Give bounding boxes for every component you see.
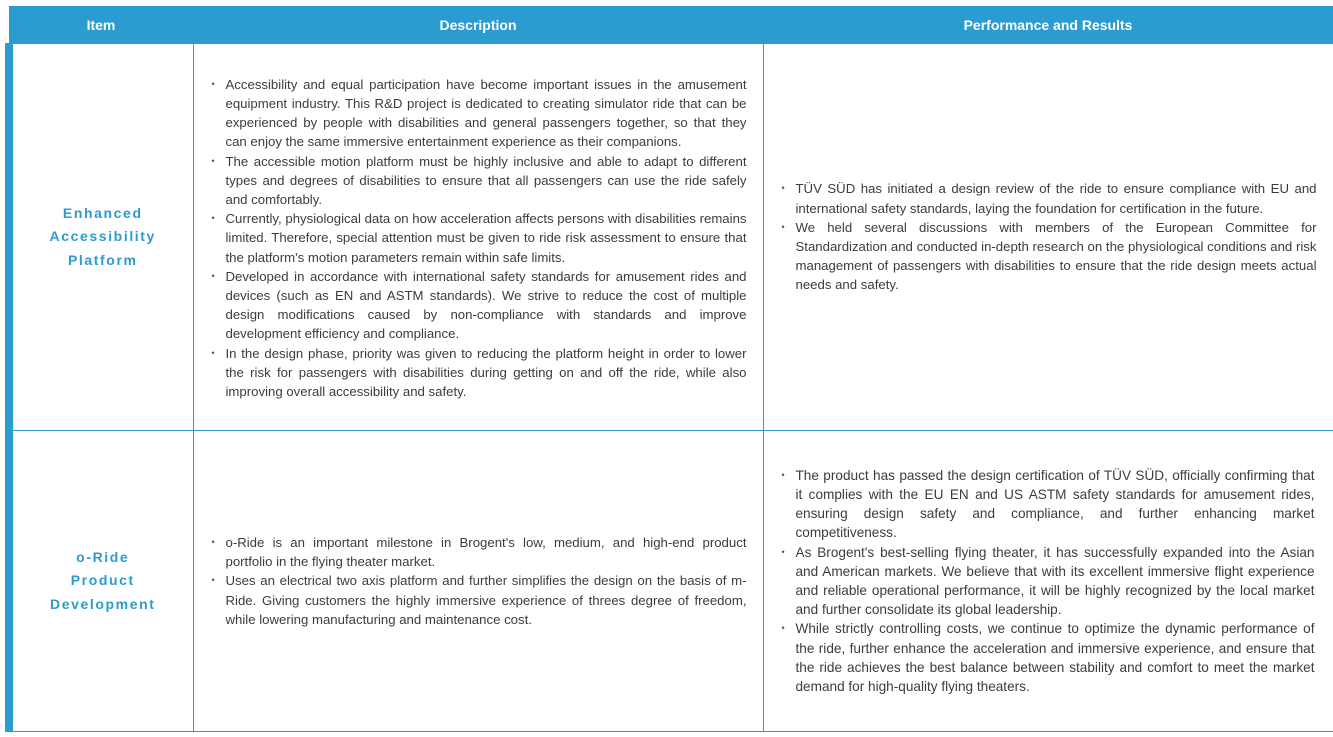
description-bullet: • o-Ride is an important milestone in Brogent's low, medium, and high-end product portfolio in the flying theater market. xyxy=(212,533,747,571)
header-description: Description xyxy=(193,6,763,44)
item-label-line: Platform xyxy=(67,251,138,268)
results-list xyxy=(764,179,1333,294)
item-label-line: Product xyxy=(70,572,135,589)
results-table xyxy=(5,6,1333,732)
description-bullet: • Accessibility and equal participation have become important issues in the amusement equipment industry. This R&D project is dedicated to creating simulator ride that can be experienced by people with disabilities and general passengers together, so that they can enjoy the same immersive entertainment experience as their companions. xyxy=(212,75,747,152)
description-bullet: • In the design phase, priority was given to reducing the platform height in order to lower the risk for passengers with disabilities during getting on and off the ride, while also improving overall accessibility and safety. xyxy=(212,344,747,402)
results-bullet: • The product has passed the design certification of TÜV SÜD, officially confirming that it complies with the EU EN and US ASTM safety standards for amusement rides, ensuring design safety and compliance, and further enhancing market competitiveness. xyxy=(782,466,1315,543)
results-bullet: • As Brogent's best-selling flying theater, it has successfully expanded into the Asian and American markets. We believe that with its excellent immersive flight experience and reliable operational performance, it will be highly recognized by the local market and further consolidate its global leadership. xyxy=(782,543,1315,620)
table-header xyxy=(9,6,1333,44)
item-label-line: Accessibility xyxy=(49,228,156,245)
table-row xyxy=(9,44,1333,431)
item-label-line: Development xyxy=(49,595,156,612)
results-bullet: • While strictly controlling costs, we continue to optimize the dynamic performance of the ride, further enhance the acceleration and immersive experience, and ensure that the ride achieves the best balance between stability and comfort to meet the market demand for high-quality flying theaters. xyxy=(782,619,1315,696)
item-cell xyxy=(9,44,193,431)
item-label-line: o-Ride xyxy=(76,548,130,565)
results-cell xyxy=(763,44,1333,431)
header-item: Item xyxy=(9,6,193,44)
description-cell xyxy=(193,431,763,732)
results-bullet: • TÜV SÜD has initiated a design review of the ride to ensure compliance with EU and international safety standards, laying the foundation for certification in the future. xyxy=(782,179,1317,217)
results-bullet: • We held several discussions with members of the European Committee for Standardization and conducted in-depth research on the physiological conditions and risk management of passengers with disabilities to ensure that the ride design meets actual needs and safety. xyxy=(782,218,1317,295)
item-cell xyxy=(9,431,193,732)
results-cell xyxy=(763,431,1333,732)
description-list xyxy=(194,533,763,629)
item-label-line: Enhanced xyxy=(62,204,143,221)
description-bullet: • Currently, physiological data on how acceleration affects persons with disabilities remains limited. Therefore, special attention must be given to ride risk assessment to ensure that the platform's motion parameters remain within safe limits. xyxy=(212,209,747,267)
table-row xyxy=(9,431,1333,732)
description-bullet: • Developed in accordance with international safety standards for amusement rides and devices (such as EN and ASTM standards). We strive to reduce the cost of multiple design modifications caused by non-compliance with standards and improve development efficiency and compliance. xyxy=(212,267,747,344)
description-list xyxy=(194,73,763,401)
table-body xyxy=(9,44,1333,732)
results-list xyxy=(764,466,1333,696)
description-bullet: • Uses an electrical two axis platform and further simplifies the design on the basis of m-Ride. Giving customers the highly immersive experience of threes degree of freedom, while lowering manufacturing and maintenance cost. xyxy=(212,571,747,629)
header-results: Performance and Results xyxy=(763,6,1333,44)
description-cell xyxy=(193,44,763,431)
description-bullet: • The accessible motion platform must be highly inclusive and able to adapt to different types and degrees of disabilities to ensure that all passengers can use the ride safely and comfortably. xyxy=(212,152,747,210)
header-row xyxy=(9,6,1333,44)
